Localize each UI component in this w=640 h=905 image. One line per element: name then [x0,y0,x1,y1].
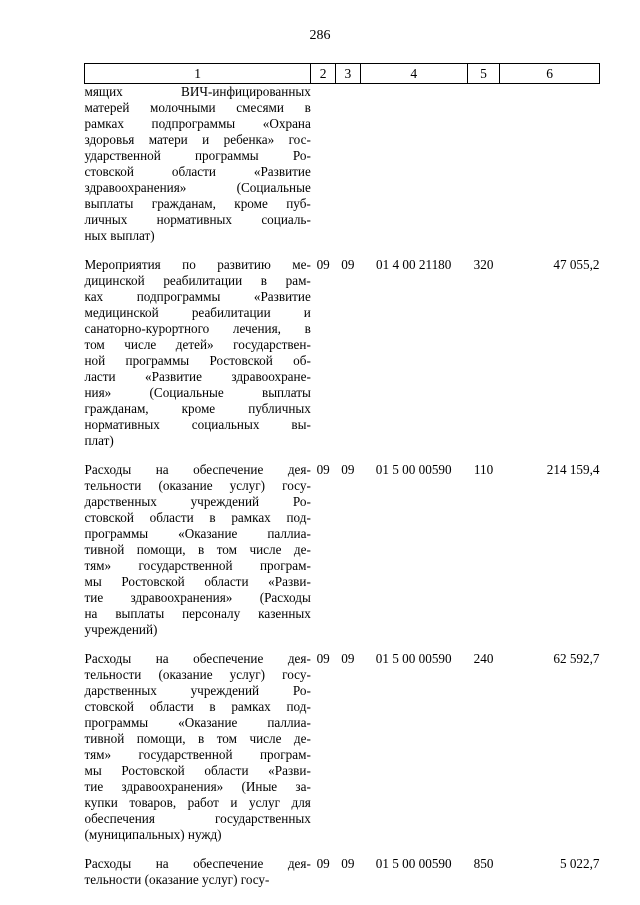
description-line: тям» государственной програм- [84,747,311,762]
target-article-code: 01 5 00 00590 [375,462,452,477]
description-line: личных нормативных социаль- [84,212,311,227]
header-col-3: 3 [336,64,361,84]
description-line: нормативных социальных вы- [84,417,311,432]
target-article-code: 01 4 00 21180 [376,257,452,272]
row-description [85,84,311,258]
table-row [85,856,600,901]
table-row [85,84,600,258]
description-line: стовской области в рамках под- [84,699,311,714]
description-line: тельности (оказание услуг) госу- [84,667,311,682]
description-line: тям» государственной програм- [84,558,311,573]
description-line: выплаты гражданам, кроме пуб- [84,196,311,211]
description-line: том числе детей» государствен- [84,337,311,352]
header-col-2: 2 [311,64,336,84]
description-line: здоровья матери и ребенка» гос- [84,132,311,147]
row-description [85,651,311,856]
description-line: тие здравоохранения» (Иные за- [84,779,311,794]
section-code: 09 [316,856,330,871]
table-body [85,84,600,902]
header-col-4: 4 [360,64,467,84]
description-line: ния» (Социальные выплаты [84,385,311,400]
description-line: ной программы Ростовской об- [84,353,311,368]
page-number: 286 [309,28,331,43]
description-line: здравоохранения» (Социальные [84,180,311,195]
expense-type-code: 240 [473,651,494,666]
description-line: тельности (оказание услуг) госу- [84,478,311,493]
row-description [85,856,311,901]
header-col-5: 5 [467,64,500,84]
section-code: 09 [316,462,330,477]
section-code [311,84,336,258]
description-line: Расходы на обеспечение дея- [84,856,311,871]
description-line: Расходы на обеспечение дея- [84,462,311,477]
description-line: мы Ростовской области «Разви- [84,574,311,589]
description-line: гражданам, кроме публичных [84,401,311,416]
row-description [85,257,311,462]
description-line: мы Ростовской области «Разви- [84,763,311,778]
description-line: тельности (оказание услуг) госу- [84,872,270,887]
description-line: тие здравоохранения» (Расходы [84,590,311,605]
description-line: Мероприятия по развитию ме- [84,257,311,272]
target-article-code [360,84,467,258]
expense-type-code [467,84,500,258]
description-line: программы «Оказание паллиа- [84,526,311,541]
target-article-code: 01 5 00 00590 [375,856,452,871]
expense-type-code: 110 [473,462,494,477]
subsection-code: 09 [341,257,355,272]
description-line: дарственных учреждений Ро- [84,683,311,698]
budget-table [84,63,600,901]
subsection-code: 09 [341,856,355,871]
description-line: на выплаты персоналу казенных [84,606,311,621]
header-col-6: 6 [500,64,600,84]
expense-type-code: 320 [473,257,494,272]
description-line: стовской области в рамках под- [84,510,311,525]
row-description [85,462,311,651]
expense-type-code: 850 [473,856,494,871]
description-line: купки товаров, работ и услуг для [84,795,311,810]
description-line: обеспечения государственных [84,811,311,826]
description-line: ласти «Развитие здравоохране- [84,369,311,384]
header-col-1: 1 [85,64,311,84]
target-article-code: 01 5 00 00590 [375,651,452,666]
table-row [85,651,600,856]
amount [500,84,600,258]
subsection-code [336,84,361,258]
amount: 5 022,7 [559,856,600,871]
table-row [85,257,600,462]
description-line: учреждений) [84,622,158,637]
section-code: 09 [316,257,330,272]
description-line: плат) [84,433,114,448]
description-line: стовской области «Развитие [84,164,311,179]
description-line: матерей молочными смесями в [84,100,311,115]
subsection-code: 09 [341,651,355,666]
description-line: санаторно-курортного лечения, в [84,321,311,336]
description-line: Расходы на обеспечение дея- [84,651,311,666]
table-row [85,462,600,651]
description-line: ках подпрограммы «Развитие [84,289,311,304]
description-line: дицинской реабилитации в рам- [84,273,311,288]
description-line: (муниципальных) нужд) [84,827,222,842]
description-line: ных выплат) [84,228,155,243]
description-line: дарственных учреждений Ро- [84,494,311,509]
amount: 47 055,2 [553,257,600,272]
description-line: тивной помощи, в том числе де- [84,542,311,557]
description-line: медицинской реабилитации и [84,305,311,320]
subsection-code: 09 [341,462,355,477]
description-line: рамках подпрограммы «Охрана [84,116,311,131]
amount: 214 159,4 [546,462,600,477]
description-line: мящих ВИЧ-инфицированных [84,84,311,99]
description-line: ударственной программы Ро- [84,148,311,163]
amount: 62 592,7 [553,651,600,666]
table-header-row [85,64,600,84]
section-code: 09 [316,651,330,666]
description-line: программы «Оказание паллиа- [84,715,311,730]
description-line: тивной помощи, в том числе де- [84,731,311,746]
